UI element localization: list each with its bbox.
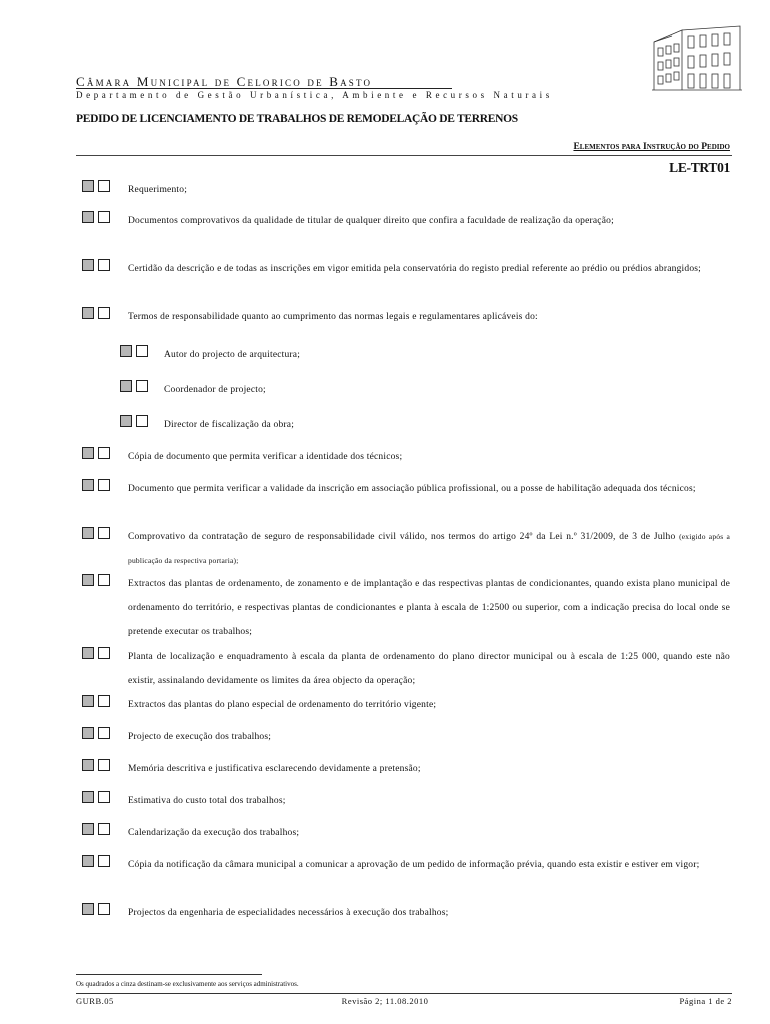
item-text: Comprovativo da contratação de seguro de responsabilidade civil válido, nos termos do artigo 24º da Lei n.º 31/2009, de 3 de Julho [128, 532, 676, 542]
admin-checkbox [82, 759, 94, 771]
applicant-checkbox[interactable] [98, 180, 110, 192]
document-title: PEDIDO DE LICENCIAMENTO DE TRABALHOS DE REMODELAÇÃO DE TERRENOS [76, 113, 518, 125]
applicant-checkbox[interactable] [98, 791, 110, 803]
admin-checkbox [82, 695, 94, 707]
footer-revision: Revisão 2; 11.08.2010 [341, 996, 429, 1006]
document-code: LE-TRT01 [669, 160, 730, 175]
item-text: Cópia da notificação da câmara municipal a comunicar a aprovação de um pedido de informação prévia, quando esta existir e estiver em vigor; [128, 860, 700, 870]
admin-checkbox [82, 574, 94, 586]
admin-checkbox [82, 727, 94, 739]
applicant-checkbox[interactable] [98, 259, 110, 271]
footer-code: GURB.05 [76, 996, 114, 1006]
footer-page-number: Página 1 de 2 [679, 996, 732, 1006]
section-divider [76, 155, 732, 156]
admin-checkbox [82, 647, 94, 659]
footnote: Os quadrados a cinza destinam-se exclusivamente aos serviços administrativos. [76, 980, 299, 988]
applicant-checkbox[interactable] [98, 695, 110, 707]
item-text: Planta de localização e enquadramento à escala da planta de ordenamento do plano director municipal ou à escala de 1:25 000, quando este não existir, assinalando devidamente os limites da área objecto da operação; [128, 652, 730, 686]
applicant-checkbox[interactable] [98, 479, 110, 491]
applicant-checkbox[interactable] [98, 307, 110, 319]
footnote-divider [76, 974, 262, 975]
item-text: Director de fiscalização da obra; [164, 420, 295, 430]
item-text: Extractos das plantas de ordenamento, de zonamento e de implantação e das respectivas plantas de condicionantes, quando exista plano municipal de ordenamento do território, e respectivas plantas de condicionantes e planta à escala de 1:2500 ou superior, com a indicação precisa do local onde se pretende executar os trabalhos; [128, 579, 730, 637]
admin-checkbox [120, 380, 132, 392]
item-text-container [128, 525, 730, 573]
admin-checkbox [120, 345, 132, 357]
applicant-checkbox[interactable] [98, 727, 110, 739]
item-text: Documento que permita verificar a validade da inscrição em associação pública profissional, ou a posse de habilitação adequada dos técnicos; [128, 484, 696, 494]
applicant-checkbox[interactable] [98, 527, 110, 539]
item-text: Documentos comprovativos da qualidade de titular de qualquer direito que confira a faculdade de realização da operação; [128, 216, 614, 226]
footer-divider [76, 993, 732, 994]
applicant-checkbox[interactable] [98, 855, 110, 867]
applicant-checkbox[interactable] [98, 903, 110, 915]
applicant-checkbox[interactable] [98, 574, 110, 586]
item-text: Projecto de execução dos trabalhos; [128, 732, 272, 742]
admin-checkbox [82, 180, 94, 192]
item-text: Estimativa do custo total dos trabalhos; [128, 796, 286, 806]
header-divider [76, 88, 452, 89]
applicant-checkbox[interactable] [98, 211, 110, 223]
item-text: Cópia de documento que permita verificar a identidade dos técnicos; [128, 452, 403, 462]
admin-checkbox [82, 527, 94, 539]
admin-checkbox [82, 903, 94, 915]
item-text: Projectos da engenharia de especialidades necessários à execução dos trabalhos; [128, 908, 449, 918]
item-text: Requerimento; [128, 185, 188, 195]
institution-name: Câmara Municipal de Celorico de Basto [76, 74, 373, 89]
section-title: Elementos para Instrução do Pedido [573, 142, 730, 152]
applicant-checkbox[interactable] [136, 415, 148, 427]
item-text: Certidão da descrição e de todas as inscrições em vigor emitida pela conservatória do registo predial referente ao prédio ou prédios abrangidos; [128, 264, 701, 274]
item-text: Calendarização da execução dos trabalhos; [128, 828, 300, 838]
admin-checkbox [82, 791, 94, 803]
admin-checkbox [82, 447, 94, 459]
item-text: Extractos das plantas do plano especial de ordenamento do território vigente; [128, 700, 437, 710]
applicant-checkbox[interactable] [136, 345, 148, 357]
admin-checkbox [82, 307, 94, 319]
item-text: Termos de responsabilidade quanto ao cumprimento das normas legais e regulamentares aplicáveis do: [128, 312, 538, 322]
item-text: Autor do projecto de arquitectura; [164, 350, 301, 360]
admin-checkbox [82, 259, 94, 271]
applicant-checkbox[interactable] [98, 447, 110, 459]
admin-checkbox [82, 479, 94, 491]
applicant-checkbox[interactable] [98, 647, 110, 659]
applicant-checkbox[interactable] [98, 759, 110, 771]
item-text: Memória descritiva e justificativa esclarecendo devidamente a pretensão; [128, 764, 421, 774]
admin-checkbox [82, 823, 94, 835]
admin-checkbox [120, 415, 132, 427]
building-logo-icon [652, 22, 742, 92]
admin-checkbox [82, 855, 94, 867]
applicant-checkbox[interactable] [136, 380, 148, 392]
admin-checkbox [82, 211, 94, 223]
department-name: Departamento de Gestão Urbanística, Ambiente e Recursos Naturais [76, 90, 553, 100]
applicant-checkbox[interactable] [98, 823, 110, 835]
item-text: Coordenador de projecto; [164, 385, 266, 395]
item-note: (exigido após a publicação da respectiva portaria); [128, 532, 730, 565]
